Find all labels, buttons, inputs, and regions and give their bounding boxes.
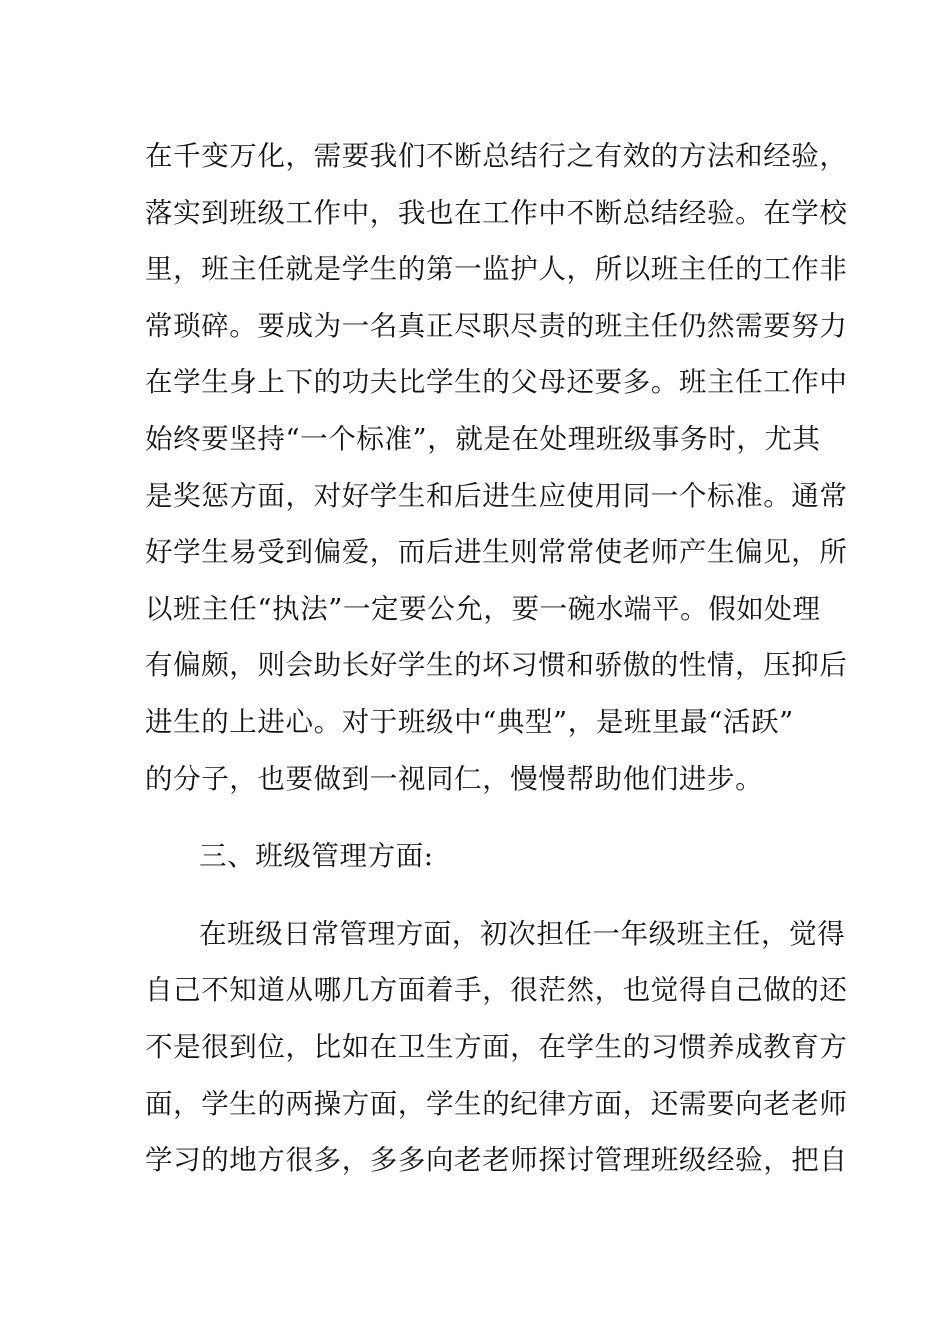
paragraph-spacer [145,807,825,828]
text-line: 落实到班级工作中，我也在工作中不断总结经验。在学校 [145,196,848,229]
text-line: 常琐碎。要成为一名真正尽职尽责的班主任仍然需要努力 [145,309,848,342]
text-line: 在千变万化，需要我们不断总结行之有效的方法和经验， [145,140,848,172]
paragraph-spacer [145,885,825,906]
text-line: 始终要坚持“一个标准”，就是在处理班级事务时，尤其 [145,422,821,455]
text-line: 里，班主任就是学生的第一监护人，所以班主任的工作非 [145,253,848,286]
text-line: 好学生易受到偏爱，而后进生则常常使老师产生偏见，所 [145,536,848,569]
text-line: 学习的地方很多，多多向老老师探讨管理班级经验，把自 [145,1144,848,1177]
text-line: 在学生身上下的功夫比学生的父母还要多。班主任工作中 [145,366,848,399]
text-line: 进生的上进心。对于班级中“典型”，是班里最“活跃” [145,705,794,738]
text-line: 不是很到位，比如在卫生方面，在学生的习惯养成教育方 [145,1030,848,1063]
paragraph-2 [145,906,848,1189]
text-line: 在班级日常管理方面，初次担任一年级班主任，觉得 [199,917,846,950]
section-heading: 三、班级管理方面: [199,840,434,873]
paragraph-1 [145,128,848,807]
text-line: 面，学生的两操方面，学生的纪律方面，还需要向老老师 [145,1087,848,1120]
text-line: 有偏颇，则会助长好学生的坏习惯和骄傲的性情，压抑后 [145,649,848,682]
text-line: 以班主任“执法”一定要公允，要一碗水端平。假如处理 [145,592,821,625]
document-body [145,128,848,1189]
text-line: 是奖惩方面，对好学生和后进生应使用同一个标准。通常 [145,479,848,512]
text-line: 的分子，也要做到一视同仁，慢慢帮助他们进步。 [145,762,764,795]
text-line: 自己不知道从哪几方面着手，很茫然，也觉得自己做的还 [145,974,848,1007]
